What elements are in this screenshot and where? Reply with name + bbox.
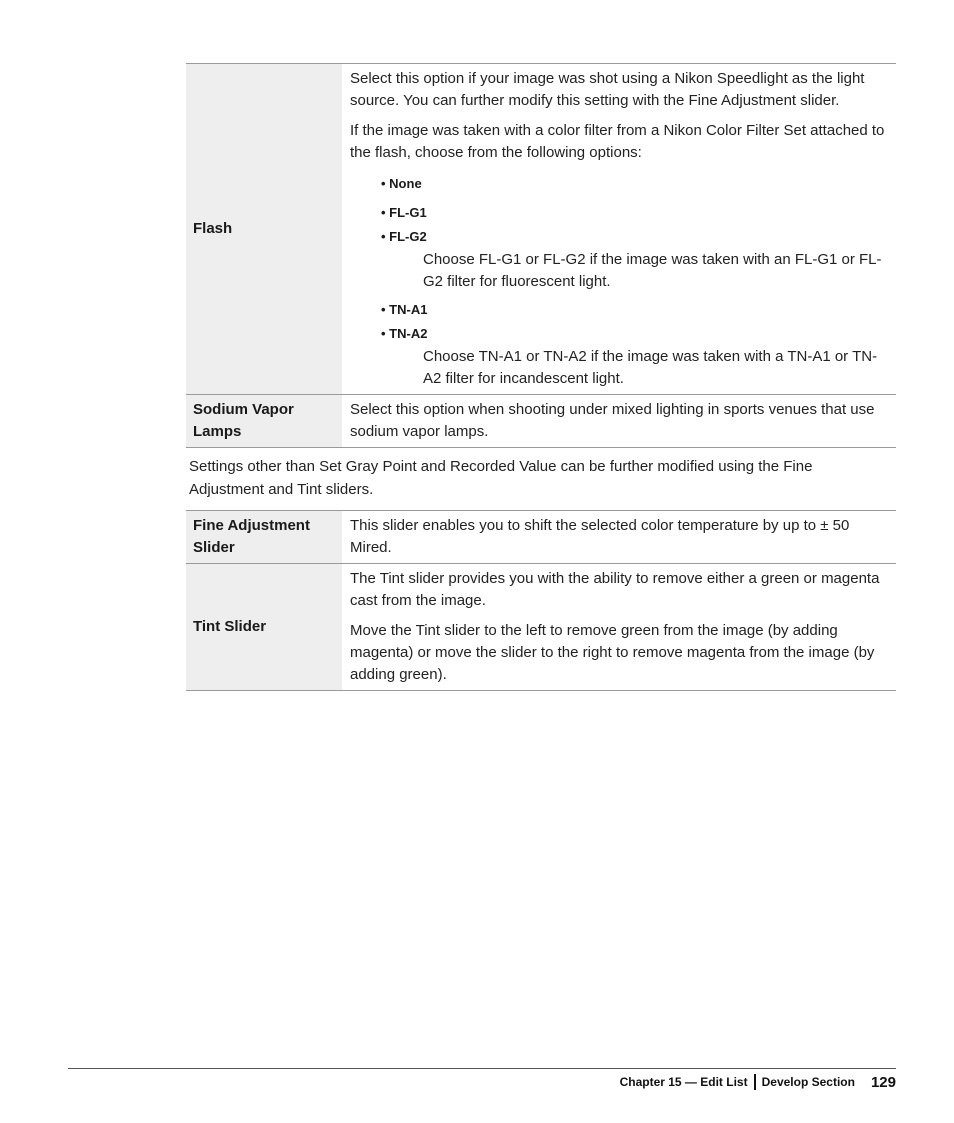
list-item-fl-g2: • FL-G2 (381, 225, 888, 249)
list-item-tn-a1: • TN-A1 (381, 298, 888, 322)
page-footer (620, 1070, 896, 1094)
footer-chapter: Chapter 15 — Edit List (619, 1075, 748, 1089)
page-number: 129 (870, 1073, 896, 1091)
option-description-sodium-vapor-lamps: Select this option when shooting under mixed lighting in sports venues that use sodium vapor lamps. (342, 395, 896, 448)
option-label-flash: Flash (186, 64, 342, 395)
table-row (186, 511, 896, 564)
footer-separator (754, 1074, 756, 1090)
footer-divider (68, 1068, 896, 1069)
option-label-fine-adjustment-slider: Fine Adjustment Slider (186, 511, 342, 564)
list-item-fl-g1: • FL-G1 (381, 201, 888, 225)
table-row (186, 564, 896, 691)
option-description-tint-slider (342, 564, 896, 691)
slider-options-table (186, 510, 896, 691)
tint-desc-p2: Move the Tint slider to the left to remove green from the image (by adding magenta) or move the slider to the right to remove magenta from the image (by adding green). (350, 622, 875, 683)
flash-desc-p1: Select this option if your image was shot using a Nikon Speedlight as the light source. You can further modify this setting with the Fine Adjustment slider. (350, 70, 865, 109)
flash-options-table (186, 63, 896, 448)
table-row (186, 64, 896, 395)
tn-filter-note: Choose TN-A1 or TN-A2 if the image was taken with a TN-A1 or TN-A2 filter for incandescent light. (423, 348, 878, 387)
option-label-sodium-vapor-lamps: Sodium Vapor Lamps (186, 395, 342, 448)
list-item-tn-a2: • TN-A2 (381, 322, 888, 346)
fl-filter-note: Choose FL-G1 or FL-G2 if the image was taken with an FL-G1 or FL-G2 filter for fluorescent light. (423, 251, 882, 290)
footer-section: Develop Section (761, 1075, 855, 1089)
flash-desc-p2: If the image was taken with a color filter from a Nikon Color Filter Set attached to the flash, choose from the following options: (350, 122, 885, 161)
table-row (186, 395, 896, 448)
option-description-fine-adjustment-slider: This slider enables you to shift the selected color temperature by up to ± 50 Mired. (342, 511, 896, 564)
body-paragraph: Settings other than Set Gray Point and Recorded Value can be further modified using the Fine Adjustment and Tint sliders. (189, 458, 813, 498)
tint-desc-p1: The Tint slider provides you with the ability to remove either a green or magenta cast from the image. (350, 570, 880, 609)
filter-options-list (350, 172, 888, 390)
option-description-flash (342, 64, 896, 395)
list-item-none: • None (381, 172, 888, 196)
option-label-tint-slider: Tint Slider (186, 564, 342, 691)
